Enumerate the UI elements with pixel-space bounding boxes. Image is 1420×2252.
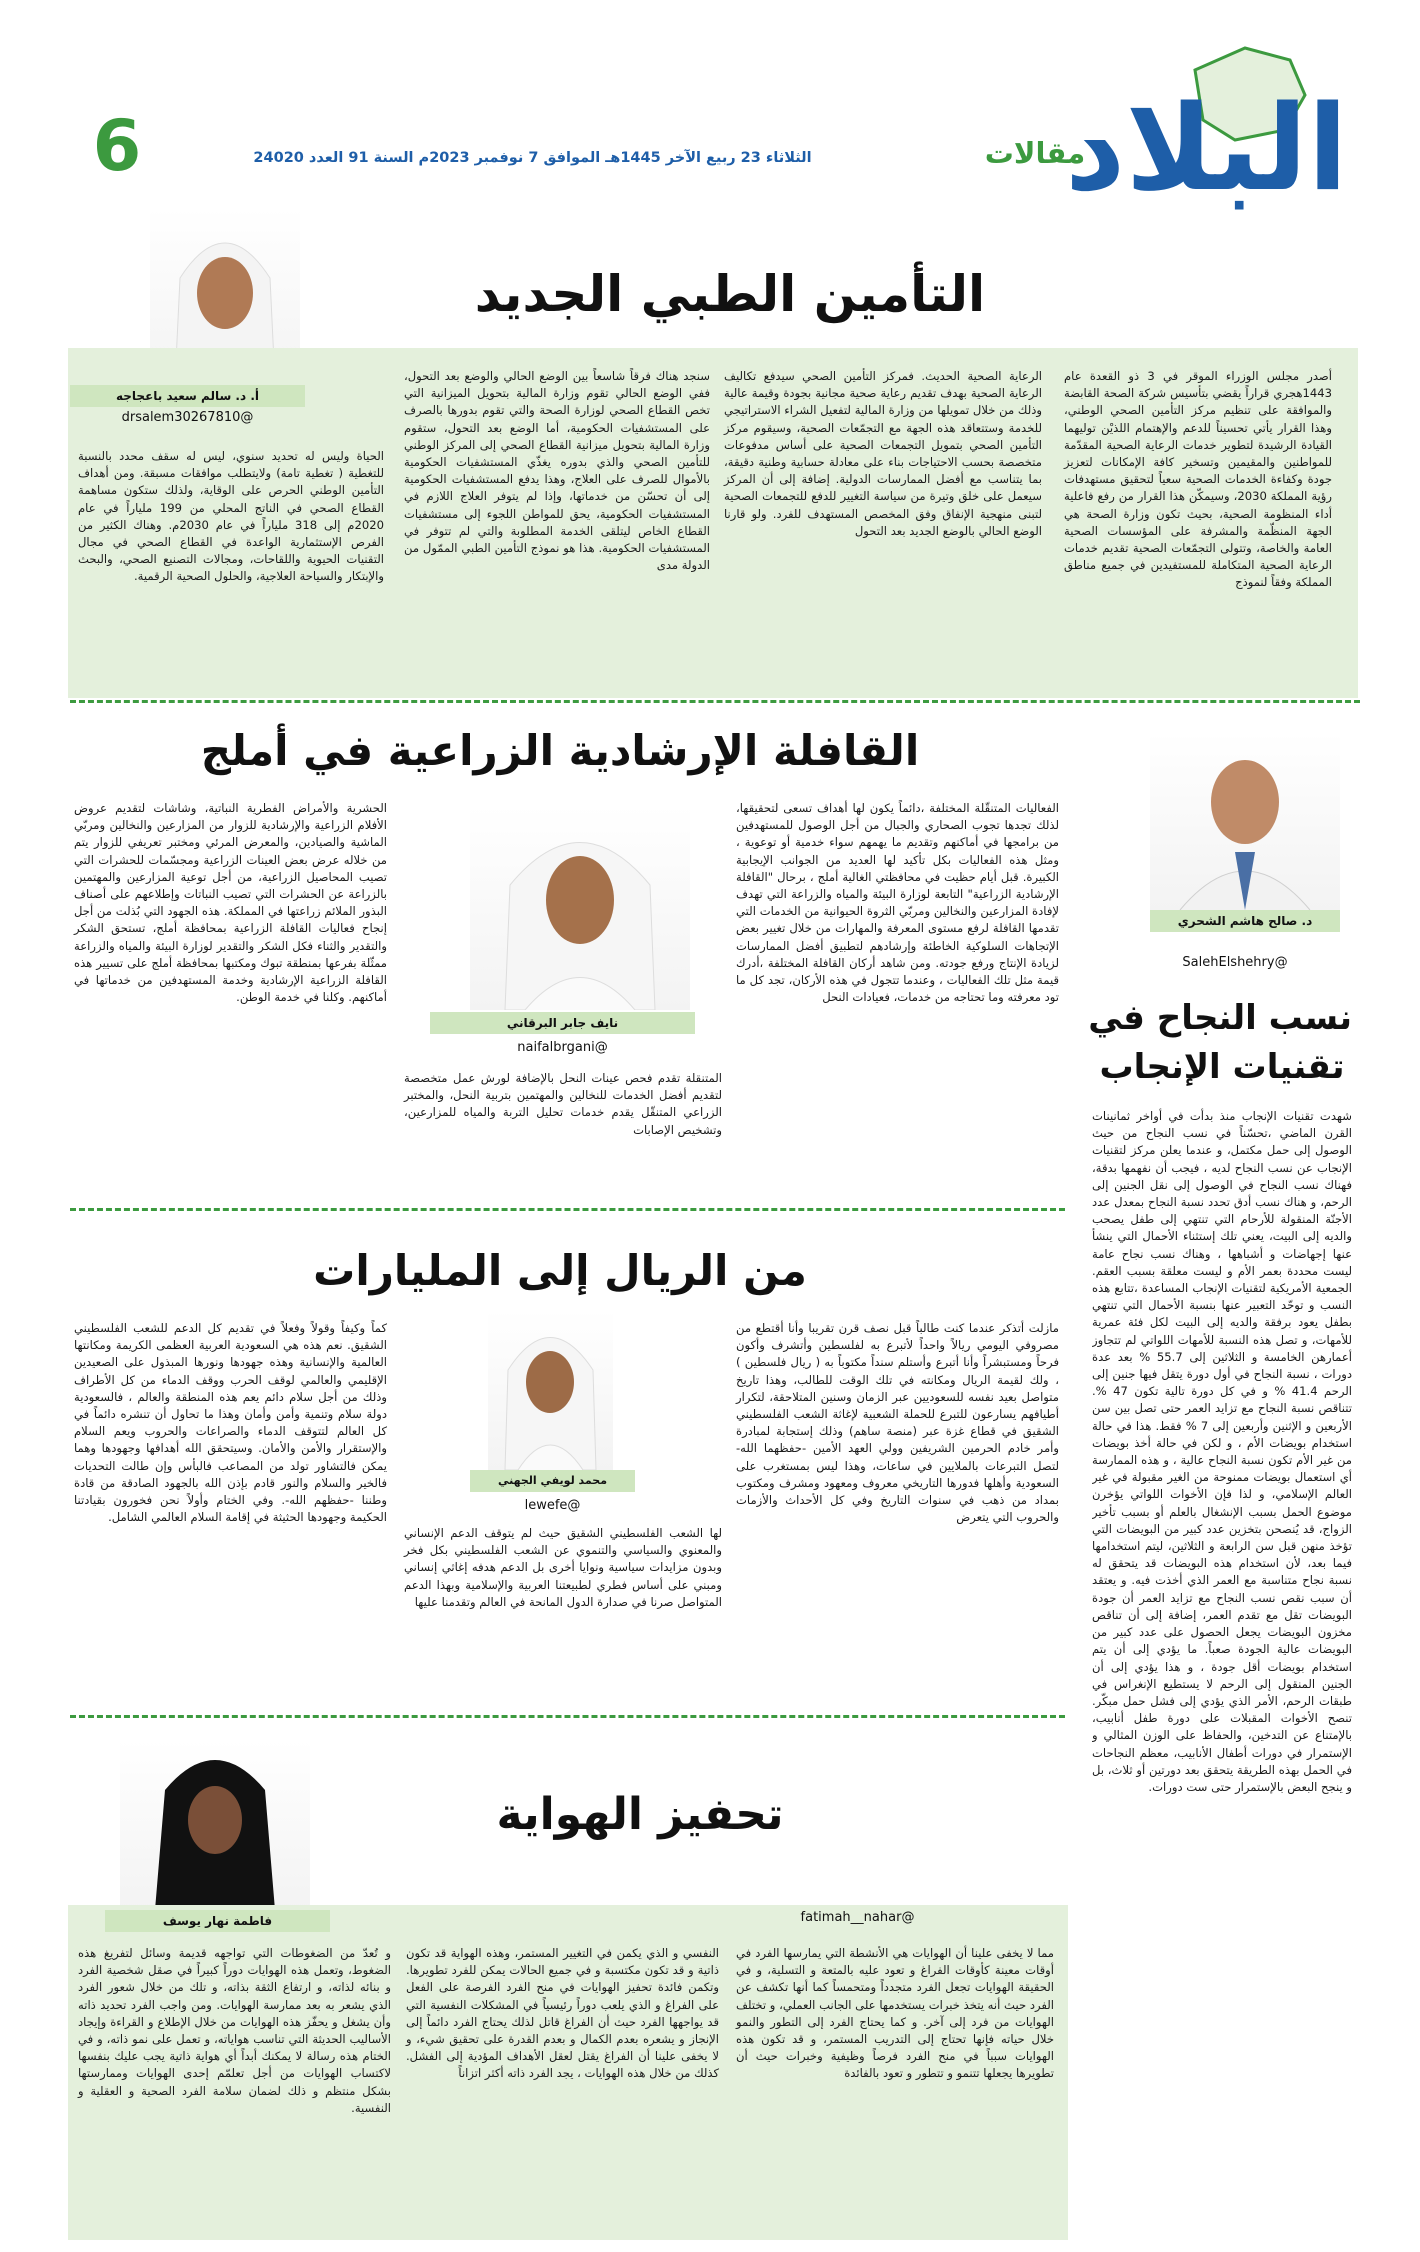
article3-column-1: مازلت أتذكر عندما كنت طالباً قبل نصف قرن تقريبا وأنا أقتطع من مصروفي اليومي ريالاً واحداً لأتبرع به لفلسطين وأتشرف وأكون فرحاً ومستبشراً وأنا أتبرع وأستلم سنداً مكتوباً به ( ريال فلسطين ) ، ولك لقيمة الريال ومكانته في تلك الوقت للطالب، وهذا تاريخ متواصل بعيد نفسه للسعوديين عبر الزمان وسنين المتلاحقة، لتكرار أطيافهم يسارعون للتبرع للحملة الشعبية لإغاثة الشعب الفلسطيني الشقيق في قطاع غزة عبر (منصة ساهم) وذلك إستجابة لمبادرة وأمر خادم الحرمين الشريفين وولي العهد الأمين -حفظهما الله- لتصل التبرعات بالملايين في ساعات، وهذا ليس بمستغرب على السعودية وأهلها فدورها التاريخي معروف ومعهود ومشرف ومكتوب بمداد من ذهب في سنوات التاريخ وفي كل الأحداث والأزمات والحروب التي يتعرض: [736, 1321, 1059, 1525]
article3-column-2: لها الشعب الفلسطيني الشقيق حيث لم يتوقف الدعم الإنساني والمعنوي والسياسي والتنموي عن الشعب الفلسطيني بكل فخر وبدون مزايدات سياسية ونوايا أخرى بل الدعم هدفه إغاثي إنساني ومبني على أساس فطري لطبيعتنا العربية والإسلامية وبهذا الدعم المتواصل صرنا في صدارة الدول المانحة في العالم وتقدمنا عليها: [404, 1526, 722, 1609]
logo-text: البلاد: [1064, 79, 1348, 217]
article3-author-handle: @lewefe: [524, 1498, 581, 1513]
dateline: الثلاثاء 23 ربيع الآخر 1445هـ الموافق 7 نوفمبر 2023م السنة 91 العدد 24020: [253, 150, 812, 166]
article5-author-handle: @fatimah__nahar: [800, 1910, 915, 1925]
article4-author-name: د. صالح هاشم الشحري: [1150, 910, 1340, 932]
article3-author-photo: [488, 1310, 613, 1470]
article2-author-photo: [470, 805, 690, 1010]
article2-title: القافلة الإرشادية الزراعية في أملج: [200, 726, 920, 775]
article1-author-name: أ. د. سالم سعيد باعجاجه: [70, 385, 305, 407]
article4-title-line-1: نسب النجاح في: [1088, 998, 1352, 1038]
article5-author-name: فاطمة نهار يوسف: [105, 1910, 330, 1932]
article4-title-line-2: تقنيات الإنجاب: [1099, 1047, 1345, 1087]
section-name: مقالات: [984, 136, 1086, 170]
article5-column-3: و تُعدّ من الضغوطات التي تواجهه قديمة وسائل لتفريغ هذه الضغوط، وتعمل هذه الهوايات دوراً كبيراً في صقل شخصية الفرد و بنائه لذاته، و ارتفاع الثقة بذاته، و تلك من خلال شعور الفرد الذي يشعر به بعد ممارسة الهوايات. ومن واجب الفرد تحديد ذاته وأن يشغل و يحفّز هذه الهوايات من خلال الإطلاع و القراءة وإيجاد الأساليب الحديثة التي تناسب هواياته، و تعمل على نمو ذاته، و في الختام هذه رسالة لا يمكنك أبداً أي هواية ذاتية يجب عليك بنفسها لاكتساب الهوايات من أجل تعلمّم إحدى الهوايات وممارستها بشكل منتظم و ذلك لضمان سلامة الفرد الصحية و العقلية و النفسية.: [78, 1946, 391, 2115]
article2-author-name: نايف جابر البرقاني: [430, 1012, 695, 1034]
article4-author-handle: @SalehElshehry: [1182, 955, 1288, 970]
article2-column-2: المتنقلة تقدم فحص عينات النحل بالإضافة لورش عمل متخصصة لتقديم أفضل الخدمات للنخالين والمهتمين بتربية النحل، والمختبر الزراعي المتنقّل يقدم خدمات تحليل التربة والمياه للمزارعين، وتشخيص الإصابات: [404, 1071, 722, 1137]
article2-column-1: الفعاليات المتنقّلة المختلفة ،دائماً يكون لها أهداف تسعى لتحقيقها، لذلك تجدها تجوب الصحاري والجبال من أجل الوصول للمستهدفين من برامجها في أماكنهم وتقديم ما يهمهم سواء خدمية أو توعوية ، ومثل هذه الفعاليات بكل تأكيد لها العديد من الجوانب الإيجابية الكبيرة. قبل أيام حظيت في محافظتي الغالية أملج ، برحال "القافلة الإرشادية الزراعية" التابعة لوزارة البيئة والمياه والزراعة التي تهدف لإفادة المزارعين والنخالين ومربّي الثروة الحيوانية من الخدمات التي تقدمها القافلة لرفع مستوى المعرفة والمهارات من خلال تغيير بعض الإتجاهات السلوكية الخاطئة وإرشادهم لتطبيق أفضل الممارسات لزيادة الإنتاج ورفع جودته. ومن شاهد أركان القافلة المختلفة ،أدرك قيمة مثل تلك الفعاليات ، وعندما تتجول في هذه الأركان، تجد كل ما تود معرفته وما تحتاجه من خدمات، فعيادات النحل: [736, 801, 1059, 1005]
author-avatar-icon: [1150, 732, 1340, 910]
article3-author-name: محمد لويفي الجهني: [470, 1470, 635, 1492]
article1-title: التأمين الطبي الجديد: [474, 265, 986, 323]
divider: [70, 1715, 1065, 1718]
divider: [70, 700, 1360, 703]
article5-author-photo: [120, 1740, 310, 1910]
article1-column-4: الحياة وليس له تحديد سنوي، ليس له سقف محدد بالنسبة للتغطية ( تغطية تامة) ولايتطلب موافقات مسبقة. ومن أهداف التأمين الوطني الحرص على الوقاية، ولذلك ستكون مساهمة القطاع الصحي في الناتج المحلي من 199 ملياراً في عام 2020م إلى 318 ملياراً في عام 2030م. وهناك الكثير من الفرص الإستثمارية الواعدة في القطاع الصحي في مجال التقنيات الحيوية واللقاحات، ومجالات التصنيع الصحي، والبحث والإبتكار والسياحة العلاجية، والحلول الصحية الرقمية.: [78, 449, 384, 584]
author-avatar-icon: [488, 1310, 613, 1470]
article5-column-1: مما لا يخفى علينا أن الهوايات هي الأنشطة التي يمارسها الفرد في أوقات معينة كأوقات الفراغ و تعود عليه بالمتعة و التسلية، و في الحقيقة الهوايات تجعل الفرد متجدداً ومتحمساً كما أنها تكشف عن الفرد حيث أنه يتخذ خبرات يستخدمها على الجانب العملي، و تختلف الهوايات من فرد إلى آخر. و كما يحتاج الفرد إلى التطور والنمو خلال حياته فإنها تحتاج إلى التدريب المستمر، و قد تكون هذه الهوايات سبباً في منح الفرد فرصاً وظيفية وخبرات حيث أن تطويرها يجعلها تتنمو و تتطور و تعود بالفائدة: [736, 1946, 1054, 2081]
article1-column-2: الرعاية الصحية الحديث. فمركز التأمين الصحي سيدفع تكاليف الرعاية الصحية بهدف تقديم رعاية صحية مجانية بجودة وقيمة عالية وذلك من خلال تمويلها من وزارة المالية لتفعيل الشراء الاستراتيجي للخدمة وستتعاقد هذه الجهة مع التجمّعات الصحية، وسيقوم مركز التأمين الصحي بتمويل التجمعات الصحية على أساس مدفوعات متخصصة بحسب الاحتياجات بناء على معادلة حسابية وطنية دقيقة، بما يتناسب مع أفضل الممارسات الدولية. إضافة إلى أن المركز سيعمل على خلق وتيرة من سياسة التغيير للدفع للتجمعات الصحية لتبنى منهجية الإنفاق وفق المخصص المستهدف للفرد. ولو قارنا الوضع الحالي بالوضع الجديد بعد التحول: [724, 369, 1042, 538]
article4-body: شهدت تقنيات الإنجاب منذ بدأت في أواخر ثمانينات القرن الماضي ،تحسّناً في نسب النجاح من حيث الوصول إلى حمل مكتمل، و عندما يعلن مركز لتقنيات الإنجاب عن نسب النجاح لديه ، فيجب أن نفهمها بدقة، فهناك نسب النجاح في الوصول إلى نقل الجنين إلى الرحم، و هناك نسب أدق تحدد نسبة النجاح بمعدل عدد الأجنّة المنقولة للأرحام التي تنتهي إلى طفل يصحب والديه إلى البيت، يعني تلك إستثناء الأحمال التي ينشأ عنها إجهاضات و أشباهها ، وهناك نسب نجاح عامة ليست محددة بعمر الأم و ليست معلقة بسبب العقم. الجمعية الأمريكية لتقنيات الإنجاب المساعدة ،تتابع هذه النسب و توحّد التعبير عنها بنسبة الأحمال التي تنتهي بطفل يعود برفقة والديه إلى البيت لكل فئة عمرية للأمهات، و تصل هذه النسبة للأمهات اللواتي لم تتجاوز أعمارهن الخامسة و الثلاثين إلى 55.7 % بعد عدة دورات ، نسبة النجاح في أول دورة يتقل فيها جنين إلى الرحم 41.4 % و في كل دورة تالية تكون 47 %. تتناقص نسبة النجاح مع تزايد العمر حتى تصل بين سن الأربعين و الإثنين وأربعين إلى 7 % فقط. هذا في حالة استخدام بويضات الأم ، و لكن في حالة أخذ بويضات من غير الأم تكون نسبة النجاح عالية ، و هذه الممارسة أي استعمال بويضات ممنوحة من الغير مقبولة في غير العالم الإسلامي، و لذا فإن الأخوات اللواتي يؤخرن موضوع الحمل بسبب الإنشغال بالعلم أو بسبب تأخير الزواج، قد يُنصحن بتخزين عدد كبير من البويضات التي تؤخذ منهن قبل سن الرابعة و الثلاثين، ليتم استخدامها فيما بعد، لأن استخدام هذه البويضات قد يتحقق له نسبة نجاح متناسبة مع العمر الذي أخذت فيه. و يعتقد أن سبب نقص نسب النجاح مع تزايد العمر أن جودة البويضات تقل مع تقدم العمر، إضافة إلى أن تناقص مخزون البويضات يجعل الحصول على عدد كبير من البويضات عالية الجودة صعباً. ما يؤدي إلى أن يتم استخدام بويضات أقل جودة ، و هذا يؤدي إلى أن الجنين المنقول إلى الرحم لا يستطيع الإنغراس في طبقات الرحم، الأمر الذي يؤدي إلى فشل حمل مبكّر. تنصح الأخوات المقبلات على دورة طفل أنابيب، بالإمتناع عن التدخين، والحفاظ على الوزن المثالي و الإستمرار في دورات أطفال الأنابيب، معظم النجاحات في الحمل بهذه الطريقة يتحقق بعد دورتين أو ثلاث، بل و ينجح البعض بالإستمرار حتى ست دورات.: [1092, 1109, 1352, 1794]
article3-column-3: كماً وكيفاً وقولاً وفعلاً في تقديم كل الدعم للشعب الفلسطيني الشقيق. نعم هذه هي السعودية العربية العظمى الكريمة ومكانتها العالمية والإنسانية وهذه جهودها ونورها المبذول على الصعيدين الإقليمي والعالمي لوقف الحرب ووقف الدماء من كل الأطراف وذلك من أجل سلام دائم يعم هذه المنطقة والعالم ، فالسعودية دولة سلام وتنمية وأمن وأمان وهذا ما تحاول أن تنشره دائماً في كل العالم لتتوقف الدماء والصراعات والحروب ويعم السلام والإستقرار والأمن والأمان. وسيتحقق الله أهدافها وجهودها وهما يمكن فالتشاور تولد من المصاعب فالبأس وإن طالت التحديات فالخير والسلام والنور قادم بإذن الله بالجهود الصادقة من قادة وطننا -حفظهم الله-. وفي الختام وأولاً نحن فخورون بقيادتنا الحكيمة وجهودها الحثيثة في إقامة السلام العالمي الشامل.: [74, 1321, 387, 1525]
article5-column-2: النفسي و الذي يكمن في التغيير المستمر، وهذه الهواية قد تكون ذاتية و قد تكون مكتسبة و في جميع الحالات يمكن للفرد تطويرها. وتكمن فائدة تحفيز الهوايات في منح الفرد الفرصة على الفعل على الفراغ و الذي يلعب دوراً رئيسياً في المشكلات النفسية التي قد يواجهها الفرد حيث أن الفراغ قاتل لذلك يحتاج الفرد دائماً إلى الإنجاز و يشعره بعدم الكمال و بعدم القدرة على تحقيق شيء، و لا يخفى علينا أن الفراغ يقتل لعقل الأهداف المؤدية إلى الفشل. كذلك من خلال هذه الهوايات ، يجد الفرد ذاته أكثر اتزاناً: [406, 1946, 719, 2081]
article1-column-1: أصدر مجلس الوزراء الموقر في 3 ذو القعدة عام 1443هجري قراراً يقضي بتأسيس شركة الصحة القابضة والموافقة على تنظيم مركز التأمين الصحي الوطني، وهذا القرار يأتي تحسيناً للدعم والإهتمام اللذيْن توليهما القيادة الرشيدة لتطوير خدمات الرعاية الصحية المقدّمة للمواطنين والمقيمين وتسخير كافة الإمكانات لتعزيز جودة وكفاءة الخدمات الصحية سعياً لتحقيق مستهدفات رؤية المملكة 2030، وسيمكّن هذا القرار من رفع فاعلية أداء المنظومة الصحية، بحيث تكون وزارة الصحة هي الجهة المنظّمة والمشرفة على المؤسسات الصحية العامة والخاصة، وتتولى التجمّعات الصحية تقديم خدمات الرعاية الصحية المتكاملة للمستفيدين في جميع مناطق المملكة وفقاً لنموذج: [1064, 369, 1332, 590]
page-number: 6: [92, 105, 142, 187]
masthead: [0, 0, 1420, 215]
article2-column-3: الحشرية والأمراض الفطرية النباتية، وشاشات لتقديم عروض الأفلام الزراعية والإرشادية للزوار من المزارعين والنخالين ومربّي الماشية والصيادين، والمعرض المرئي ومختبر تعريفي للزوار يتم من خلاله عرض بعض العينات الزراعية ومجسّمات للحشرات التي تصيب المحاصيل الزراعية، من أجل توعية المزارعين والمهتمين بالزراعة عن الحشرات التي تصيب النباتات وإطلاعهم على أصناف البذور الملائم زراعتها في المملكة. هذه الجهود التي بُذلت من أجل إنجاح فعاليات القافلة الزراعية بمحافظة أملج، تستحق الشكر والتقدير والثناء فكل الشكر والتقدير لوزارة البيئة والمياه والزراعة ممثّلة بفرعها بمنطقة تبوك ومكتبها بمحافظة أملج على تسيير هذه القافلة الزراعية الإرشادية وخدمة المستهدفين من خدماتها في أماكنهم. وكلنا في خدمة الوطن.: [74, 801, 387, 1005]
article5-title: تحفيز الهواية: [496, 1789, 784, 1840]
author-avatar-icon: [470, 805, 690, 1010]
divider: [70, 1208, 1065, 1211]
article4-author-photo: [1150, 732, 1340, 910]
author-avatar-icon: [120, 1740, 310, 1910]
article3-title: من الريال إلى المليارات: [313, 1246, 807, 1295]
article1-column-3: سنجد هناك فرقاً شاسعاً بين الوضع الحالي والوضع بعد التحول، ففي الوضع الحالي تقوم وزارة المالية بتحويل الميزانية التي تخص القطاع الصحي لوزارة الصحة والتي تقوم بدورها بالصرف على المستشفيات الحكومية، أما الوضع بعد التحول، ستقوم وزارة المالية بتحويل ميزانية القطاع الصحي إلى المركز الوطني للتأمين الصحي والذي بدوره يغذّي المستشفيات الحكومية بالأموال للصرف على العلاج، وهذا يدفع المستشفيات الحكومية إلى أن تحسّن من خدماتها، وإذا لم يتوفر العلاج اللازم في المستشفيات الحكومية، يحق للمواطن اللجوء إلى مستشفيات القطاع الخاص ليتلقى الخدمة المطلوبة والتي لم تتوفر في المستشفيات الحكومية. هذا هو نموذج التأمين الطبي الممّول من الدولة مدى: [404, 369, 710, 573]
article2-author-handle: @naifalbrgani: [517, 1040, 608, 1055]
article1-author-handle: @drsalem30267810: [121, 410, 254, 425]
